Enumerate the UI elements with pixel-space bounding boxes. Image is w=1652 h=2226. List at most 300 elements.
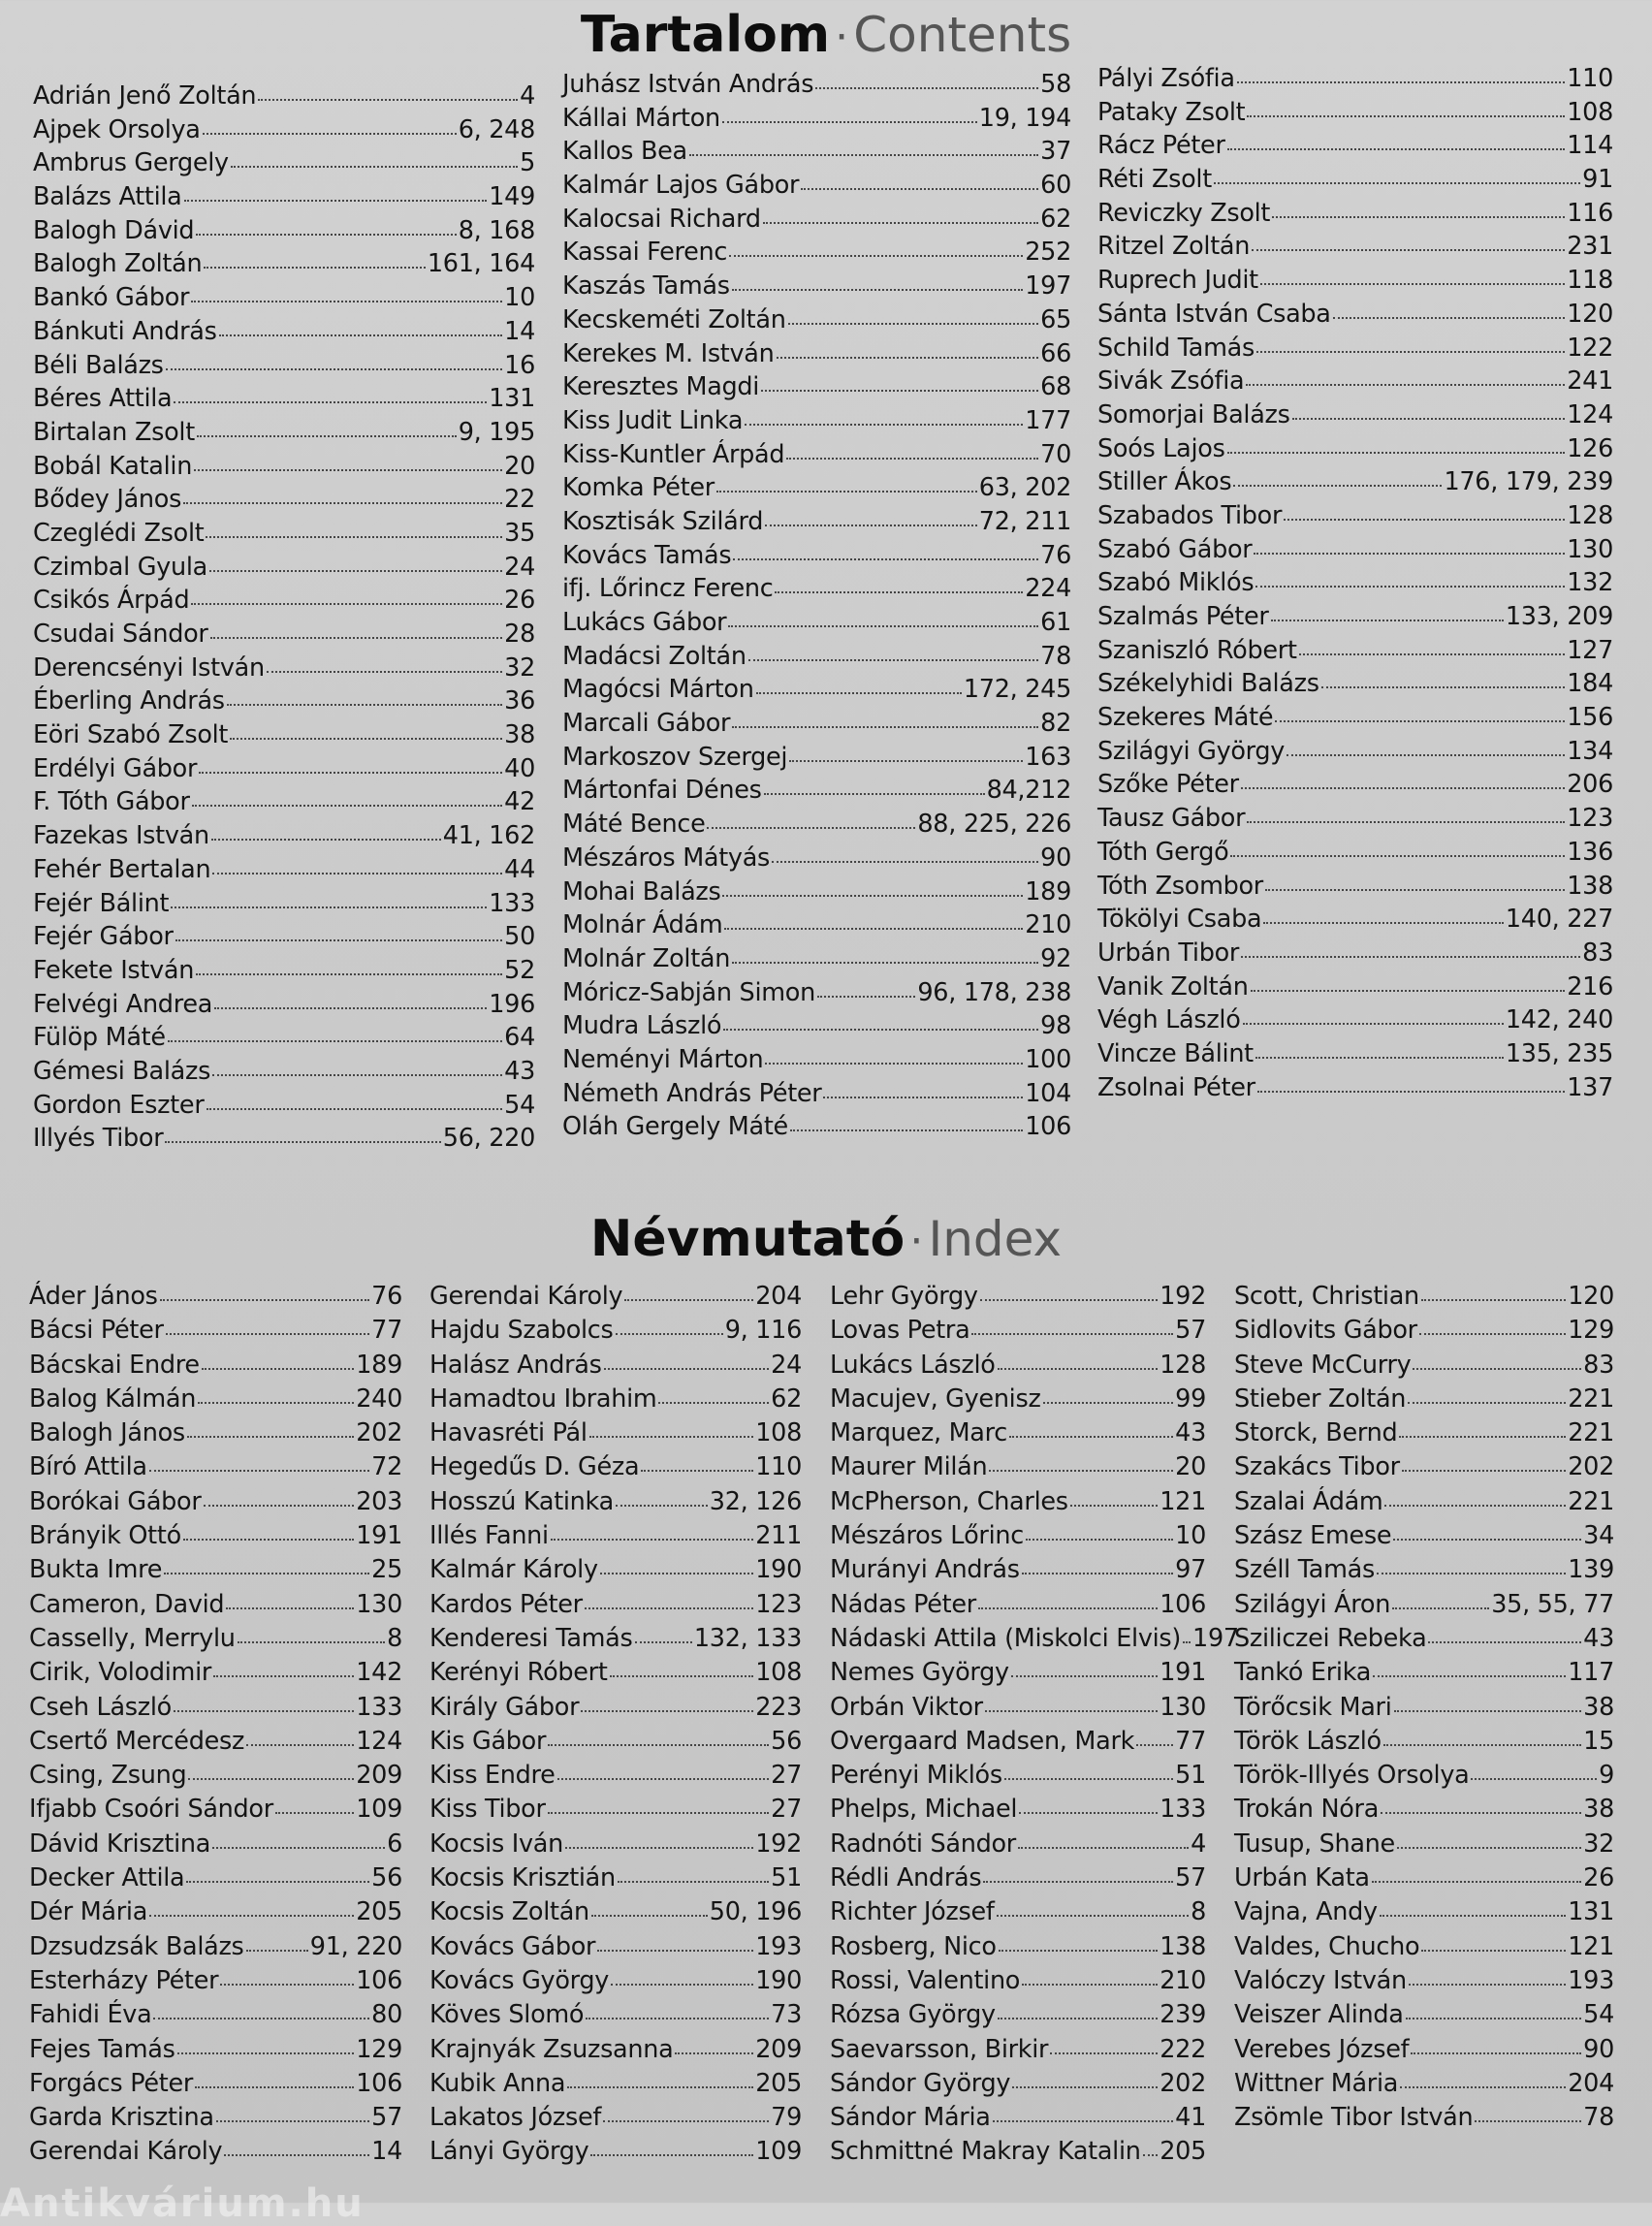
index-entry [830, 1795, 1206, 1828]
dot-leader [1292, 418, 1566, 420]
index-entry [562, 70, 1071, 104]
entry-page-number: 109 [755, 2137, 802, 2167]
entry-page-number: 41 [1175, 2103, 1206, 2133]
dot-leader [1394, 1710, 1582, 1712]
dot-leader [1380, 1915, 1566, 1917]
dot-leader [761, 390, 1038, 392]
index-entry [1234, 1384, 1614, 1418]
entry-page-number: 38 [504, 720, 535, 750]
index-entry [429, 1521, 802, 1555]
entry-page-number: 209 [755, 2034, 802, 2064]
index-entry [29, 2035, 402, 2069]
entry-name: Tankó Erika [1234, 1658, 1372, 1688]
index-entry [1097, 972, 1613, 1006]
entry-page-number: 62 [771, 1383, 802, 1414]
entry-name: Marcali Gábor [562, 709, 731, 739]
index-entry [1097, 467, 1613, 501]
entry-name: Eöri Szabó Zsolt [33, 720, 229, 750]
entry-page-number: 196 [489, 989, 535, 1019]
entry-name: Nádas Péter [830, 1589, 976, 1619]
dot-leader [790, 1129, 1023, 1131]
index-entry [1097, 568, 1613, 602]
index-entry [429, 1487, 802, 1521]
dot-leader [1241, 787, 1565, 789]
index-entry [29, 1658, 402, 1692]
entry-name: Széll Tamás [1234, 1555, 1375, 1585]
dot-leader [604, 1368, 770, 1370]
index-entry [562, 271, 1071, 305]
dot-leader [1400, 2086, 1566, 2088]
dot-leader [212, 1074, 502, 1076]
entry-page-number: 191 [1160, 1658, 1206, 1688]
index-entry [29, 2137, 402, 2171]
entry-page-number: 57 [371, 2103, 402, 2133]
dot-leader [707, 827, 915, 829]
dot-leader [1237, 81, 1566, 83]
dot-leader [1255, 1057, 1504, 1059]
dot-leader [997, 1915, 1190, 1917]
dot-leader [1022, 1984, 1158, 1986]
dot-leader [971, 1333, 1173, 1335]
entry-page-number: 197 [1192, 1623, 1239, 1653]
dot-leader [211, 839, 441, 841]
index-entry [562, 238, 1071, 271]
index-entry [33, 1124, 535, 1158]
index-entry [429, 1761, 802, 1795]
dot-leader [216, 2120, 369, 2122]
entry-page-number: 134 [1567, 736, 1613, 766]
entry-page-number: 90 [1040, 843, 1071, 873]
index-entry [1234, 2103, 1614, 2137]
dot-leader [764, 793, 985, 795]
entry-name: Derencsényi István [33, 652, 265, 683]
entry-page-number: 138 [1567, 871, 1613, 901]
entry-name: Fejér Bálint [33, 888, 170, 918]
index-entry [1097, 737, 1613, 771]
index-entry [29, 1555, 402, 1589]
entry-page-number: 20 [504, 451, 535, 481]
index-entry [1234, 1555, 1614, 1589]
entry-name: Zsolnai Péter [1097, 1072, 1255, 1102]
index-entry [29, 1351, 402, 1384]
index-entry [33, 956, 535, 990]
dot-leader [817, 996, 915, 998]
entry-page-number: 142, 240 [1505, 1005, 1613, 1035]
index-column-3 [830, 1282, 1239, 2172]
index-entry [830, 1418, 1206, 1452]
dot-leader [1022, 1573, 1173, 1574]
entry-page-number: 210 [1160, 1965, 1206, 1995]
dot-leader [729, 255, 1023, 257]
dot-leader [611, 1984, 753, 1986]
dot-leader [1419, 1333, 1566, 1335]
dot-leader [1421, 1950, 1566, 1952]
entry-name: Lovas Petra [830, 1316, 970, 1346]
entry-page-number: 40 [504, 753, 535, 783]
dot-leader [1383, 1744, 1581, 1746]
dot-leader [210, 637, 503, 639]
index-entry [562, 810, 1071, 843]
index-entry [33, 485, 535, 519]
entry-page-number: 26 [1583, 1863, 1614, 1893]
entry-page-number: 91 [1582, 165, 1613, 195]
index-entry [1097, 804, 1613, 838]
entry-name: Lukács Gábor [562, 608, 727, 637]
entry-name: Rácz Péter [1097, 131, 1225, 161]
dot-leader [1272, 216, 1565, 218]
dot-leader [224, 2154, 369, 2156]
index-entry [1097, 1073, 1613, 1107]
index-entry [33, 990, 535, 1024]
index-entry [429, 1795, 802, 1828]
dot-leader [168, 1040, 502, 1042]
index-entry [33, 586, 535, 620]
dot-leader [581, 1710, 753, 1712]
dot-leader [723, 1029, 1038, 1031]
entry-name: Kalocsai Richard [562, 204, 761, 234]
entry-page-number: 221 [1568, 1383, 1614, 1414]
entry-page-number: 90 [1583, 2034, 1614, 2064]
entry-page-number: 97 [1175, 1555, 1206, 1585]
index-entry [33, 1023, 535, 1057]
contents-column-1 [33, 81, 535, 1158]
dot-leader [191, 603, 502, 605]
index-entry [429, 1351, 802, 1384]
entry-page-number: 133 [489, 888, 535, 918]
entry-name: Kocsis Zoltán [429, 1897, 589, 1927]
dot-leader [213, 1675, 354, 1677]
index-entry [562, 944, 1071, 978]
entry-page-number: 118 [1567, 266, 1613, 296]
entry-name: Czimbal Gyula [33, 552, 207, 582]
entry-name: Sándor Mária [830, 2103, 991, 2133]
entry-name: Bődey János [33, 485, 182, 515]
entry-page-number: 138 [1160, 1931, 1206, 1961]
entry-page-number: 88, 225, 226 [917, 810, 1071, 840]
dot-leader [1254, 553, 1565, 555]
entry-name: Halász András [429, 1350, 602, 1380]
dot-leader [1233, 485, 1442, 487]
entry-name: Birtalan Zsolt [33, 417, 195, 447]
index-entry [562, 709, 1071, 743]
entry-name: Marquez, Marc [830, 1418, 1007, 1448]
index-entry [1097, 300, 1613, 334]
entry-page-number: 54 [504, 1090, 535, 1120]
entry-name: Richter József [830, 1897, 995, 1927]
entry-page-number: 211 [755, 1521, 802, 1551]
entry-name: Urbán Kata [1234, 1863, 1370, 1893]
dot-leader [624, 1299, 753, 1301]
entry-page-number: 76 [371, 1282, 402, 1311]
entry-name: Tóth Zsombor [1097, 871, 1263, 901]
index-entry [1234, 1452, 1614, 1486]
entry-page-number: 172, 245 [963, 675, 1071, 705]
entry-name: Stieber Zoltán [1234, 1383, 1407, 1414]
index-entry [429, 2069, 802, 2103]
entry-page-number: 76 [1040, 540, 1071, 570]
entry-page-number: 190 [755, 1965, 802, 1995]
index-entry [1097, 434, 1613, 468]
dot-leader [765, 525, 977, 526]
index-entry [1097, 98, 1613, 132]
entry-name: Orbán Viktor [830, 1692, 983, 1722]
entry-page-number: 190 [755, 1555, 802, 1585]
dot-leader [1230, 855, 1565, 857]
index-entry [1097, 165, 1613, 199]
entry-page-number: 24 [504, 552, 535, 582]
entry-page-number: 108 [755, 1418, 802, 1448]
entry-name: Gémesi Balázs [33, 1056, 211, 1086]
entry-name: Juhász István András [562, 70, 814, 99]
entry-page-number: 50, 196 [709, 1897, 802, 1927]
entry-name: Bácsi Péter [29, 1316, 164, 1346]
entry-name: Mártonfai Dénes [562, 776, 762, 806]
contents-column-2 [562, 70, 1071, 1146]
dot-leader [1011, 1675, 1158, 1677]
entry-page-number: 140, 227 [1505, 905, 1613, 935]
dot-leader [1019, 1812, 1158, 1814]
index-entry [1234, 1658, 1614, 1692]
entry-name: Máté Bence [562, 810, 706, 840]
entry-name: Macujev, Gyenisz [830, 1383, 1041, 1414]
index-entry [830, 1384, 1206, 1418]
dot-leader [1265, 889, 1565, 891]
entry-page-number: 209 [356, 1761, 402, 1791]
index-entry [830, 1693, 1206, 1727]
entry-name: Phelps, Michael [830, 1795, 1018, 1825]
entry-name: Overgaard Madsen, Mark [830, 1726, 1135, 1756]
entry-page-number: 99 [1175, 1383, 1206, 1414]
entry-page-number: 15 [1583, 1726, 1614, 1756]
entry-page-number: 177 [1025, 405, 1071, 435]
dot-leader [777, 357, 1039, 359]
entry-name: Hegedűs D. Géza [429, 1452, 640, 1482]
entry-page-number: 22 [504, 485, 535, 515]
entry-page-number: 10 [1175, 1521, 1206, 1551]
dot-leader [164, 1573, 369, 1574]
entry-page-number: 65 [1040, 304, 1071, 334]
entry-page-number: 192 [1160, 1282, 1206, 1311]
entry-page-number: 108 [755, 1658, 802, 1688]
dot-leader [246, 1744, 354, 1746]
entry-name: Bíró Attila [29, 1452, 147, 1482]
entry-name: Cirik, Volodimir [29, 1658, 212, 1688]
dot-leader [1252, 249, 1565, 251]
entry-page-number: 216 [1567, 971, 1613, 1002]
entry-page-number: 9 [1599, 1761, 1614, 1791]
dot-leader [1377, 1573, 1566, 1574]
index-entry [1097, 131, 1613, 165]
dot-leader [548, 1812, 770, 1814]
contents-title: Tartalom [580, 6, 831, 64]
index-entry [29, 1897, 402, 1931]
index-entry [1097, 64, 1613, 98]
entry-page-number: 241 [1567, 366, 1613, 397]
dot-leader [993, 2120, 1174, 2122]
dot-leader [1475, 2120, 1581, 2122]
entry-page-number: 240 [356, 1383, 402, 1414]
entry-name: Fejes Tamás [29, 2034, 175, 2064]
index-entry [562, 574, 1071, 608]
dot-leader [565, 1847, 753, 1849]
index-entry [429, 2137, 802, 2171]
index-entry [33, 1091, 535, 1125]
dot-leader [1247, 821, 1565, 823]
entry-page-number: 35, 55, 77 [1491, 1589, 1614, 1619]
index-entry [1097, 636, 1613, 670]
entry-name: Radnóti Sándor [830, 1828, 1016, 1859]
index-entry [562, 372, 1071, 406]
entry-name: Török-Illyés Orsolya [1234, 1761, 1470, 1791]
dot-leader [196, 234, 456, 236]
index-entry [429, 2000, 802, 2034]
dot-leader [1026, 1539, 1173, 1541]
entry-page-number: 70 [1040, 439, 1071, 469]
dot-leader [246, 1950, 308, 1952]
entry-name: Király Gábor [429, 1692, 580, 1722]
entry-name: Sivák Zsófia [1097, 366, 1245, 397]
entry-page-number: 161, 164 [427, 249, 535, 279]
entry-page-number: 54 [1583, 2000, 1614, 2030]
index-entry [29, 1932, 402, 1966]
entry-page-number: 192 [755, 1828, 802, 1859]
index-entry [33, 115, 535, 149]
dot-leader [203, 133, 457, 135]
dot-leader [989, 1470, 1173, 1472]
entry-page-number: 202 [1160, 2068, 1206, 2098]
entry-page-number: 149 [489, 182, 535, 212]
index-entry [29, 1282, 402, 1316]
index-entry [1234, 1487, 1614, 1521]
entry-name: Brányik Ottó [29, 1521, 181, 1551]
entry-name: Lányi György [429, 2137, 589, 2167]
entry-page-number: 92 [1040, 943, 1071, 973]
entry-page-number: 32 [504, 652, 535, 683]
index-entry [562, 339, 1071, 373]
entry-page-number: 127 [1567, 635, 1613, 665]
entry-name: Sánta István Csaba [1097, 299, 1331, 329]
index-entry [429, 1966, 802, 2000]
dot-leader [658, 1402, 769, 1404]
entry-page-number: 51 [1175, 1761, 1206, 1791]
entry-name: Szőke Péter [1097, 770, 1239, 800]
dot-leader [1257, 1091, 1565, 1093]
entry-page-number: 24 [771, 1350, 802, 1380]
entry-page-number: 184 [1567, 669, 1613, 699]
entry-name: Törőcsik Mari [1234, 1692, 1392, 1722]
entry-page-number: 108 [1567, 97, 1613, 127]
entry-page-number: 223 [755, 1692, 802, 1722]
dot-leader [603, 2120, 769, 2122]
entry-name: Adrián Jenő Zoltán [33, 81, 257, 111]
entry-page-number: 14 [504, 316, 535, 346]
dot-leader [1409, 1984, 1566, 1986]
index-entry [1234, 2069, 1614, 2103]
entry-name: Gerendai Károly [29, 2137, 223, 2167]
dot-leader [585, 1607, 753, 1609]
entry-name: Balogh Zoltán [33, 249, 203, 279]
entry-page-number: 139 [1568, 1555, 1614, 1585]
dot-leader [1271, 620, 1504, 621]
entry-name: Kerekes M. István [562, 338, 775, 368]
dot-leader [220, 1984, 354, 1986]
index-entry [1097, 602, 1613, 636]
dot-leader [732, 289, 1023, 291]
entry-name: Mészáros Lőrinc [830, 1521, 1024, 1551]
entry-name: Decker Attila [29, 1863, 185, 1893]
entry-page-number: 25 [371, 1555, 402, 1585]
index-entry [1097, 199, 1613, 233]
index-entry [562, 440, 1071, 474]
entry-page-number: 132 [1567, 568, 1613, 598]
entry-page-number: 133 [356, 1692, 402, 1722]
entry-page-number: 189 [1025, 876, 1071, 906]
index-entry [562, 1045, 1071, 1079]
entry-name: Somorjai Balázs [1097, 399, 1290, 429]
dot-leader [999, 1950, 1159, 1952]
index-entry [429, 2103, 802, 2137]
dot-leader [1381, 1812, 1581, 1814]
dot-leader [978, 1607, 1158, 1609]
index-entry [562, 406, 1071, 440]
entry-page-number: 206 [1567, 770, 1613, 800]
entry-page-number: 82 [1040, 709, 1071, 739]
index-entry [29, 1316, 402, 1350]
entry-name: Storck, Bernd [1234, 1418, 1398, 1448]
entry-name: Csikós Árpád [33, 586, 190, 616]
entry-page-number: 120 [1567, 299, 1613, 329]
entry-name: Dávid Krisztina [29, 1828, 211, 1859]
dot-leader [1255, 586, 1565, 588]
entry-name: Kalmár Károly [429, 1555, 598, 1585]
entry-name: Esterházy Péter [29, 1965, 219, 1995]
entry-page-number: 38 [1583, 1795, 1614, 1825]
entry-name: Schild Tamás [1097, 333, 1255, 363]
dot-leader [1471, 1778, 1597, 1780]
entry-name: Mudra László [562, 1011, 722, 1041]
entry-page-number: 34 [1583, 1521, 1614, 1551]
entry-name: Hajdu Szabolcs [429, 1316, 614, 1346]
index-entry [1234, 1829, 1614, 1863]
entry-name: Ajpek Orsolya [33, 114, 201, 144]
entry-name: Urbán Tibor [1097, 938, 1240, 968]
dot-leader [209, 570, 502, 572]
entry-name: Rossi, Valentino [830, 1965, 1021, 1995]
index-entry [29, 1624, 402, 1658]
index-entry [1234, 1761, 1614, 1795]
entry-page-number: 8, 168 [458, 215, 535, 245]
index-entry [429, 1863, 802, 1897]
dot-leader [586, 2018, 769, 2019]
entry-name: Kassai Ferenc [562, 238, 728, 268]
index-entry [562, 104, 1071, 138]
entry-page-number: 117 [1568, 1658, 1614, 1688]
dot-leader [551, 1539, 753, 1541]
dot-leader [1214, 182, 1580, 184]
entry-page-number: 91, 220 [309, 1931, 402, 1961]
index-entry [1234, 1727, 1614, 1761]
dot-leader [1299, 653, 1566, 655]
dot-leader [198, 1402, 354, 1404]
index-entry [830, 1897, 1206, 1931]
entry-page-number: 133 [1160, 1795, 1206, 1825]
dot-leader [275, 1812, 354, 1814]
index-column-4 [1234, 1282, 1614, 2137]
entry-name: Béres Attila [33, 384, 173, 414]
index-entry [29, 1693, 402, 1727]
entry-name: Fekete István [33, 955, 195, 985]
dot-leader [1373, 1675, 1566, 1677]
